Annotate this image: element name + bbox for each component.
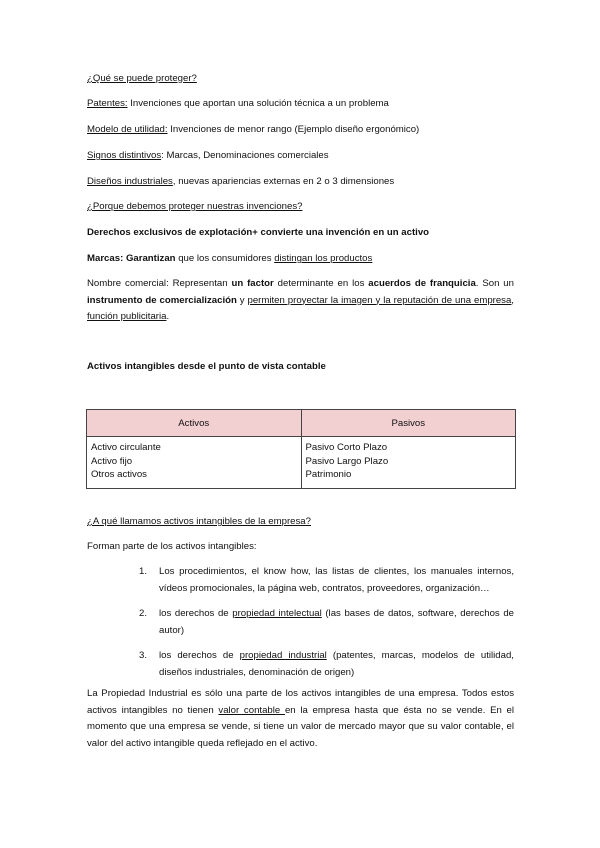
modelo-label: Modelo de utilidad: bbox=[87, 124, 168, 135]
nombre-comercial-paragraph bbox=[87, 276, 514, 326]
marcas-underlined: distingan los productos bbox=[274, 253, 373, 264]
nombre-t2: determinante en los bbox=[273, 278, 369, 289]
list-number: 2. bbox=[139, 608, 148, 619]
list-underlined: propiedad intelectual bbox=[232, 608, 322, 619]
modelo-utilidad-line bbox=[87, 124, 419, 136]
nombre-b3: instrumento de comercialización bbox=[87, 294, 237, 306]
forman-parte: Forman parte de los activos intangibles: bbox=[87, 541, 257, 552]
header-pasivos: Pasivos bbox=[301, 410, 516, 437]
list-underlined: propiedad industrial bbox=[239, 650, 327, 661]
patentes-label: Patentes: bbox=[87, 98, 128, 109]
activos-cell bbox=[87, 437, 302, 489]
pasivos-cell bbox=[301, 437, 516, 489]
patentes-text: Invenciones que aportan una solución técnica a un problema bbox=[127, 98, 389, 109]
final-u1: valor contable bbox=[218, 704, 285, 716]
signos-label: Signos distintivos bbox=[87, 150, 162, 161]
activos-section-title: Activos intangibles desde el punto de vista contable bbox=[87, 361, 326, 372]
disenos-line bbox=[87, 176, 394, 188]
signos-text: : Marcas, Denominaciones comerciales bbox=[161, 150, 329, 161]
nombre-t5: . bbox=[166, 311, 170, 322]
nombre-b1: un factor bbox=[231, 278, 274, 289]
disenos-text: , nuevas apariencias externas en 2 o 3 dimensiones bbox=[172, 176, 395, 187]
question-intangible-assets: ¿A qué llamamos activos intangibles de la empresa? bbox=[87, 516, 311, 527]
disenos-label: Diseños industriales bbox=[87, 176, 173, 187]
list-number: 3. bbox=[139, 650, 148, 661]
question-why-protect: ¿Porque debemos proteger nuestras invenciones? bbox=[87, 201, 303, 212]
list-item bbox=[139, 564, 514, 597]
marcas-bold: Garantizan bbox=[125, 253, 176, 264]
list-text: Los procedimientos, el know how, las listas de clientes, los manuales internos, vídeos promocionales, la página web, contratos, proveedores, organización… bbox=[159, 566, 514, 594]
pasivo-item: Pasivo Corto Plazo bbox=[305, 442, 388, 453]
derechos-exclusivos: Derechos exclusivos de explotación+ convierte una invención en un activo bbox=[87, 227, 430, 238]
list-post: (patentes, marcas, modelos de utilidad, diseños industriales, denominación de origen) bbox=[159, 650, 514, 678]
pasivo-item: Pasivo Largo Plazo bbox=[305, 455, 389, 467]
pasivo-item: Patrimonio bbox=[305, 469, 352, 480]
final-t2: en la empresa hasta que ésta no se vende. En el momento que una empresa se vende, si tiene un valor de mercado mayor que su valor contable, el valor del activo intangible queda reflejado en el activo. bbox=[87, 704, 515, 749]
activo-item: Otros activos bbox=[91, 469, 147, 480]
intangible-assets-list bbox=[139, 564, 514, 690]
final-paragraph bbox=[87, 686, 514, 752]
header-activos: Activos bbox=[87, 410, 302, 437]
activo-item: Activo fijo bbox=[91, 455, 133, 467]
nombre-b2: acuerdos de franquicia bbox=[368, 278, 476, 289]
nombre-t3: . Son un bbox=[475, 278, 514, 289]
list-number: 1. bbox=[139, 566, 148, 577]
marcas-text: que los consumidores bbox=[175, 253, 275, 264]
activo-item: Activo circulante bbox=[91, 442, 161, 453]
nombre-u1: permiten proyectar la imagen y la reputación de una empresa, función publicitaria bbox=[87, 294, 514, 322]
marcas-line bbox=[87, 253, 372, 265]
list-pre: los derechos de bbox=[159, 608, 233, 619]
list-item bbox=[139, 606, 514, 639]
list-post: (las bases de datos, software, derechos de autor) bbox=[159, 608, 514, 636]
assets-liabilities-table bbox=[86, 409, 516, 489]
list-item bbox=[139, 648, 514, 681]
table-row bbox=[87, 437, 516, 489]
modelo-text: Invenciones de menor rango (Ejemplo diseño ergonómico) bbox=[167, 124, 420, 135]
table-header-row bbox=[87, 410, 516, 437]
question-what-to-protect: ¿Qué se puede proteger? bbox=[87, 73, 197, 84]
patentes-line bbox=[87, 98, 389, 110]
nombre-t1: Nombre comercial: Representan bbox=[87, 278, 232, 289]
nombre-t4: y bbox=[236, 294, 248, 306]
signos-line bbox=[87, 150, 329, 162]
final-t1: La Propiedad Industrial es sólo una parte de los activos intangibles de una empresa. Todos estos activos intangibles no tienen bbox=[87, 688, 514, 716]
marcas-label: Marcas: bbox=[87, 253, 124, 264]
list-pre: los derechos de bbox=[159, 650, 240, 661]
